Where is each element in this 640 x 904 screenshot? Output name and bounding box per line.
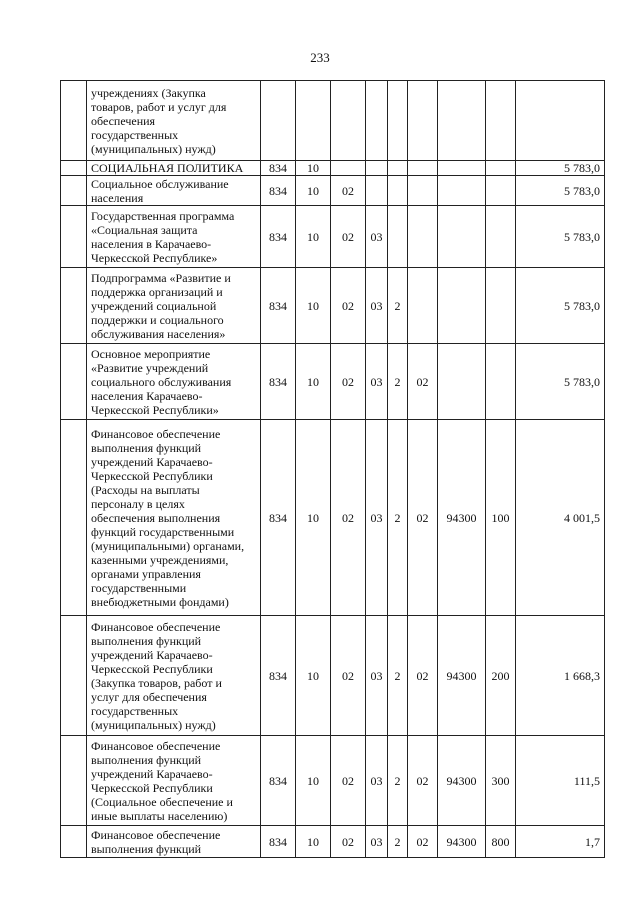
cell-gp [366, 81, 388, 161]
cell-om: 02 [408, 344, 438, 420]
cell-name-line: населения [91, 190, 144, 205]
cell-napr [438, 206, 486, 268]
cell-name-line: персоналу в целях [91, 496, 185, 511]
row-blank-cell [61, 616, 87, 736]
cell-rz: 10 [296, 176, 331, 206]
cell-name-line: Черкесской Республики [91, 468, 213, 483]
cell-name-line: обеспечения выполнения [91, 510, 221, 525]
cell-om: 02 [408, 616, 438, 736]
cell-name-line: Финансовое обеспечение [91, 827, 221, 842]
cell-name-line: населения в Карачаево- [91, 236, 212, 251]
cell-om: 02 [408, 736, 438, 826]
cell-name-line: выполнения функций [91, 752, 202, 767]
cell-name-line: внебюджетными фондами) [91, 594, 229, 609]
cell-vr [486, 268, 516, 344]
cell-vr [486, 176, 516, 206]
cell-gp: 03 [366, 736, 388, 826]
cell-name-line: органами управления [91, 566, 201, 581]
cell-sum: 1,7 [516, 826, 605, 858]
cell-vr [486, 81, 516, 161]
cell-name-line: казенными учреждениями, [91, 552, 229, 567]
cell-vr [486, 161, 516, 176]
cell-vr: 800 [486, 826, 516, 858]
cell-rz: 10 [296, 206, 331, 268]
cell-gp: 03 [366, 206, 388, 268]
cell-name-line: (муниципальных) нужд) [91, 141, 216, 156]
cell-pr: 02 [331, 826, 366, 858]
row-blank-cell [61, 161, 87, 176]
cell-gp [366, 161, 388, 176]
table-row [61, 616, 605, 736]
cell-sum: 1 668,3 [516, 616, 605, 736]
cell-rz: 10 [296, 420, 331, 616]
table-row [61, 736, 605, 826]
cell-om [408, 206, 438, 268]
cell-name-line: иные выплаты населению) [91, 808, 228, 823]
cell-pr [331, 81, 366, 161]
cell-napr: 94300 [438, 826, 486, 858]
cell-om: 02 [408, 826, 438, 858]
cell-name-line: государственных [91, 703, 179, 718]
cell-name-line: «Социальная защита [91, 222, 198, 237]
cell-name-line: государственных [91, 127, 179, 142]
cell-ved: 834 [261, 420, 296, 616]
cell-name-line: государственными [91, 580, 187, 595]
cell-name-line: (Расходы на выплаты [91, 482, 200, 497]
cell-vr: 100 [486, 420, 516, 616]
cell-pr: 02 [331, 616, 366, 736]
table-row [61, 344, 605, 420]
cell-sum: 5 783,0 [516, 161, 605, 176]
cell-rz: 10 [296, 616, 331, 736]
cell-name [87, 826, 261, 858]
cell-napr [438, 81, 486, 161]
cell-om [408, 176, 438, 206]
cell-name-line: учреждений Карачаево- [91, 647, 213, 662]
cell-napr [438, 268, 486, 344]
cell-pr: 02 [331, 736, 366, 826]
cell-name-line: Черкесской Республике» [91, 250, 218, 265]
cell-name [87, 268, 261, 344]
cell-vr [486, 344, 516, 420]
budget-table [60, 80, 605, 858]
cell-name [87, 206, 261, 268]
cell-name-line: Черкесской Республики» [91, 402, 219, 417]
cell-pr: 02 [331, 420, 366, 616]
cell-pr [331, 161, 366, 176]
cell-vr [486, 206, 516, 268]
cell-ved: 834 [261, 344, 296, 420]
cell-name-line: обслуживания населения» [91, 326, 226, 341]
cell-name-line: учреждениях (Закупка [91, 85, 206, 100]
cell-name-line: Финансовое обеспечение [91, 738, 221, 753]
cell-name-line: Подпрограмма «Развитие и [91, 270, 231, 285]
cell-rz: 10 [296, 161, 331, 176]
cell-ved: 834 [261, 176, 296, 206]
cell-pr: 02 [331, 176, 366, 206]
row-blank-cell [61, 736, 87, 826]
cell-pp: 2 [388, 344, 408, 420]
cell-name [87, 176, 261, 206]
cell-name-line: Черкесской Республики [91, 661, 213, 676]
cell-rz: 10 [296, 268, 331, 344]
cell-sum: 5 783,0 [516, 206, 605, 268]
cell-pp: 2 [388, 420, 408, 616]
cell-rz [296, 81, 331, 161]
cell-rz: 10 [296, 826, 331, 858]
cell-rz: 10 [296, 736, 331, 826]
cell-sum: 5 783,0 [516, 176, 605, 206]
cell-ved: 834 [261, 826, 296, 858]
cell-name-line: поддержки и социального [91, 312, 224, 327]
cell-gp: 03 [366, 616, 388, 736]
cell-name-line: услуг для обеспечения [91, 689, 207, 704]
cell-name-line: (Закупка товаров, работ и [91, 675, 222, 690]
cell-pp [388, 176, 408, 206]
cell-gp: 03 [366, 344, 388, 420]
row-blank-cell [61, 420, 87, 616]
cell-sum: 5 783,0 [516, 268, 605, 344]
cell-name [87, 81, 261, 161]
cell-name-line: выполнения функций [91, 633, 202, 648]
cell-rz: 10 [296, 344, 331, 420]
cell-gp [366, 176, 388, 206]
cell-name-line: (муниципальных) нужд) [91, 717, 216, 732]
table-row [61, 206, 605, 268]
cell-name-line: Черкесской Республики [91, 780, 213, 795]
table-row [61, 161, 605, 176]
cell-name [87, 420, 261, 616]
cell-name-line: (Социальное обеспечение и [91, 794, 233, 809]
cell-name-line: учреждений социальной [91, 298, 217, 313]
cell-ved [261, 81, 296, 161]
cell-pr: 02 [331, 344, 366, 420]
cell-name-line: «Развитие учреждений [91, 360, 209, 375]
table-row [61, 826, 605, 858]
cell-napr [438, 344, 486, 420]
cell-pp [388, 81, 408, 161]
cell-name-line: социального обслуживания [91, 374, 232, 389]
cell-pp: 2 [388, 268, 408, 344]
cell-pr: 02 [331, 268, 366, 344]
cell-name-line: товаров, работ и услуг для [91, 99, 227, 114]
table-row [61, 268, 605, 344]
cell-name-line: учреждений Карачаево- [91, 766, 213, 781]
row-blank-cell [61, 176, 87, 206]
cell-om: 02 [408, 420, 438, 616]
cell-ved: 834 [261, 161, 296, 176]
cell-pp [388, 206, 408, 268]
cell-name-line: обеспечения [91, 113, 156, 128]
cell-sum: 5 783,0 [516, 344, 605, 420]
cell-om [408, 161, 438, 176]
cell-name-line: Социальное обслуживание [91, 176, 229, 191]
cell-sum: 111,5 [516, 736, 605, 826]
cell-napr: 94300 [438, 736, 486, 826]
cell-napr [438, 161, 486, 176]
row-blank-cell [61, 344, 87, 420]
cell-napr [438, 176, 486, 206]
cell-name-line: функций государственными [91, 524, 235, 539]
cell-gp: 03 [366, 268, 388, 344]
cell-sum: 4 001,5 [516, 420, 605, 616]
cell-gp: 03 [366, 420, 388, 616]
cell-om [408, 268, 438, 344]
cell-napr: 94300 [438, 420, 486, 616]
cell-name-line: населения Карачаево- [91, 388, 203, 403]
cell-napr: 94300 [438, 616, 486, 736]
cell-ved: 834 [261, 268, 296, 344]
cell-pp: 2 [388, 826, 408, 858]
cell-pr: 02 [331, 206, 366, 268]
cell-pp [388, 161, 408, 176]
cell-name-line: поддержка организаций и [91, 284, 223, 299]
page-number: 233 [310, 50, 330, 65]
row-blank-cell [61, 268, 87, 344]
table-row [61, 81, 605, 161]
cell-name-line: (муниципальными) органами, [91, 538, 245, 553]
row-blank-cell [61, 206, 87, 268]
table-row [61, 420, 605, 616]
cell-ved: 834 [261, 206, 296, 268]
cell-name [87, 344, 261, 420]
cell-pp: 2 [388, 616, 408, 736]
cell-om [408, 81, 438, 161]
cell-vr: 300 [486, 736, 516, 826]
cell-name-line: выполнения функций [91, 841, 202, 856]
cell-vr: 200 [486, 616, 516, 736]
cell-pp: 2 [388, 736, 408, 826]
cell-ved: 834 [261, 616, 296, 736]
cell-name-line: Финансовое обеспечение [91, 426, 221, 441]
cell-name [87, 616, 261, 736]
cell-name-line: Финансовое обеспечение [91, 619, 221, 634]
row-blank-cell [61, 826, 87, 858]
row-blank-cell [61, 81, 87, 161]
cell-sum [516, 81, 605, 161]
cell-name-line: выполнения функций [91, 440, 202, 455]
cell-name-line: учреждений Карачаево- [91, 454, 213, 469]
cell-name-line: Основное мероприятие [91, 346, 211, 361]
cell-name-line: Государственная программа [91, 208, 235, 223]
cell-ved: 834 [261, 736, 296, 826]
cell-name [87, 736, 261, 826]
cell-name: СОЦИАЛЬНАЯ ПОЛИТИКА [87, 161, 261, 176]
table-row [61, 176, 605, 206]
cell-gp: 03 [366, 826, 388, 858]
